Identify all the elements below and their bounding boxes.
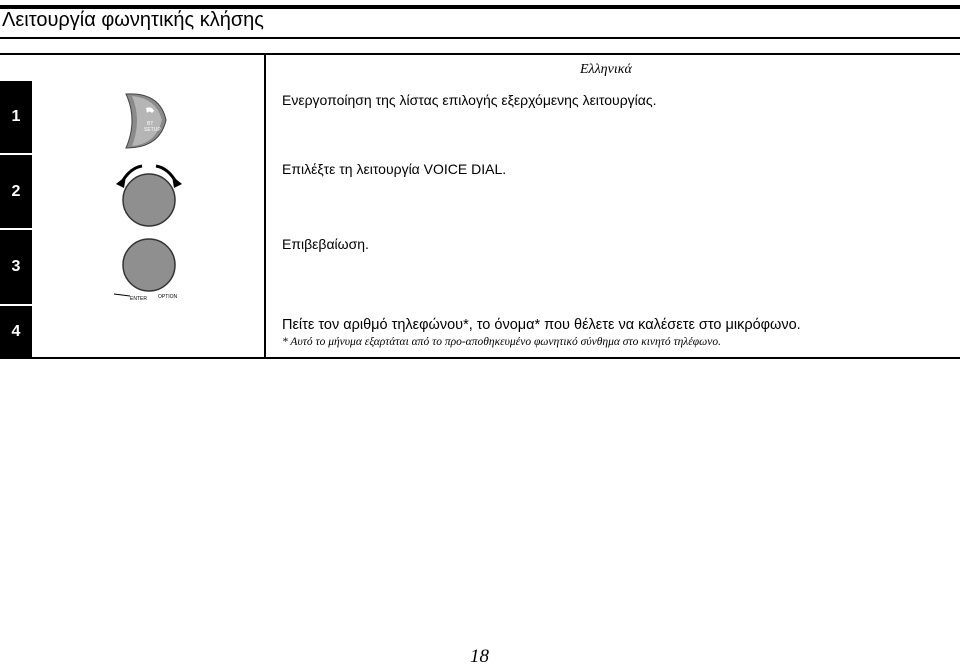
rotary-knob-press-icon bbox=[108, 236, 190, 306]
bt-label: BT bbox=[147, 121, 154, 127]
step-text-2: Επιλέξτε τη λειτουργία VOICE DIAL. bbox=[282, 161, 507, 177]
rotary-knob-turn-icon bbox=[108, 160, 190, 230]
step-text-3: Επιβεβαίωση. bbox=[282, 236, 369, 252]
option-label: OPTION bbox=[158, 294, 178, 300]
icon-column-divider bbox=[264, 53, 266, 359]
page-number: 18 bbox=[470, 646, 489, 667]
step-text-4: Πείτε τον αριθμό τηλεφώνου*, το όνομα* που θέλετε να καλέσετε στο μικρόφωνο. bbox=[282, 317, 801, 333]
table-bottom-border bbox=[0, 357, 960, 359]
setup-label: SETUP bbox=[144, 127, 161, 133]
step-number-2: 2 bbox=[0, 155, 32, 228]
footnote: * Αυτό το μήνυμα εξαρτάται από το προ-αποθηκευμένο φωνητικό σύνθημα στο κινητό τηλέφωνο. bbox=[282, 336, 721, 348]
enter-label: ENTER bbox=[130, 296, 147, 302]
row-divider bbox=[0, 153, 32, 155]
step-text-1: Ενεργοποίηση της λίστας επιλογής εξερχόμενης λειτουργίας. bbox=[282, 92, 657, 108]
step-number-3: 3 bbox=[0, 230, 32, 304]
phone-bt-setup-button-icon bbox=[120, 92, 170, 150]
step-number-1: 1 bbox=[0, 81, 32, 153]
page-title: Λειτουργία φωνητικής κλήσης bbox=[2, 9, 264, 31]
step-number-4: 4 bbox=[0, 306, 32, 357]
language-label: Ελληνικά bbox=[580, 62, 632, 77]
table-top-border bbox=[0, 53, 960, 55]
title-rule bbox=[0, 37, 960, 39]
